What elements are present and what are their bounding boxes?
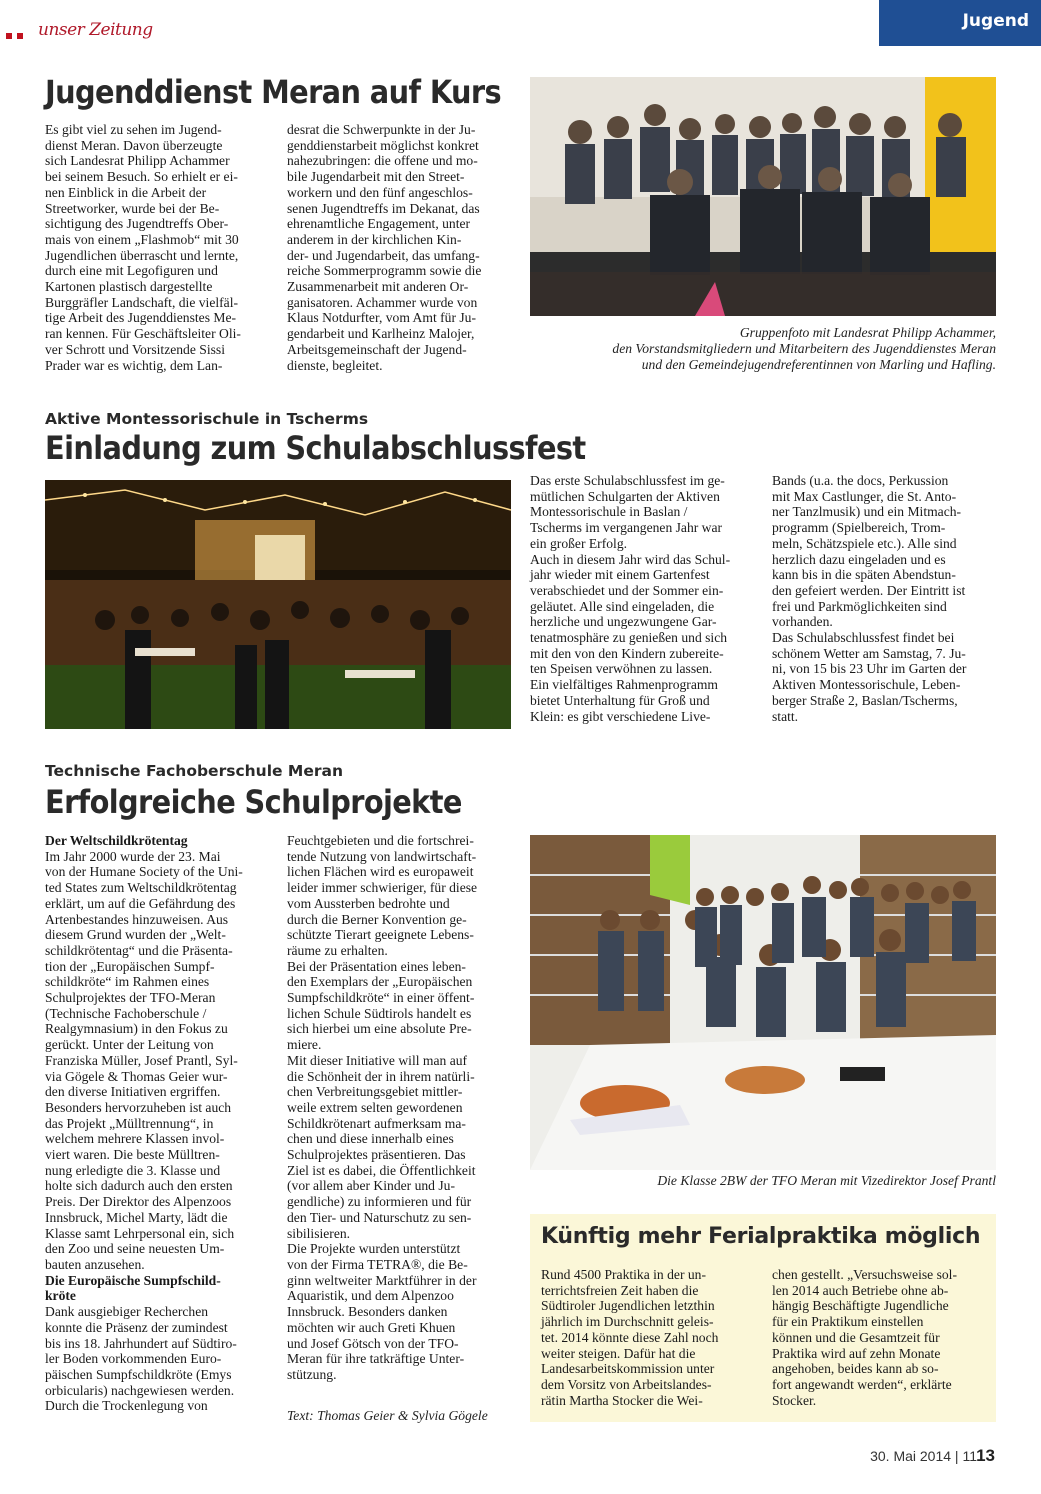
text-line: welchem mehrere Klassen invol- [45,1131,225,1147]
article3-credit: Text: Thomas Geier & Sylvia Gögele [287,1408,488,1423]
text-line: den Zoo und seine neuesten Um- [45,1241,225,1257]
text-line: ner Tanzlmusik) und ein Mitmach- [772,504,962,520]
text-line: Besonders hervorzuheben ist auch [45,1099,232,1115]
text-line: ni, von 15 bis 23 Uhr im Garten der [772,661,967,677]
text-line: ganisatoren. Achammer wurde von [287,294,478,310]
text-line: mais von einem „Flashmob“ mit 30 [45,231,239,247]
text-line: Praktika wird auf zehn Monate [772,1345,941,1361]
text-line: sich hierbei um eine absolute Pre- [287,1021,472,1037]
text-line: für ein Praktikum einstellen [772,1314,924,1330]
text-line: mit den von den Kindern zubereite- [530,645,724,661]
text-line: tige Arbeit des Jugenddienstes Me- [45,310,237,326]
text-line: geläutet. Alle sind eingeladen, die [530,598,715,614]
text-line: Ziel ist es dabei, die Öffentlichkeit [287,1162,476,1178]
text-line: ted States zum Weltschildkrötentag [45,880,237,896]
text-line: Das erste Schulabschlussfest im ge- [530,473,725,488]
text-line: bile Jugendarbeit mit den Street- [287,169,465,185]
text-line: rätin Martha Stocker die Wei- [541,1392,703,1408]
text-line: sichtigung des Jugendtreffs Ober- [45,216,229,232]
text-line: meln, Schätzspiele etc.). Alle sind [772,535,957,551]
text-line: vorhanden. [772,614,833,630]
text-line: Jugendlichen überrascht und lernte, [45,247,239,263]
text-line: dem Vorsitz von Arbeitslandes- [541,1376,712,1392]
text-line: tet. 2014 könnte diese Zahl noch [541,1329,719,1345]
text-line: tion der „Europäischen Sumpf- [45,958,215,974]
text-line: Stocker. [772,1392,817,1408]
text-line: Sumpfschildkröte“ in einer öffent- [287,990,475,1006]
text-line: orbicularis) nachgewiesen werden. [45,1382,235,1398]
text-line: räume zu erhalten. [287,942,388,958]
text-line: Prader war es wichtig, dem Lan- [45,357,223,373]
text-line: Schulprojektes präsentieren. Das [287,1147,466,1163]
text-line: Kartonen plastisch dargestellte [45,279,213,295]
text-line: (vor allem aber Kinder und Ju- [287,1178,455,1194]
text-line: bis ins 18. Jahrhundert auf Südtiro- [45,1335,237,1351]
text-line: berger Straße 2, Baslan/Tscherms, [772,692,958,708]
text-line: Innsbruck. Besonders danken [287,1304,448,1320]
text-line: Die Projekte wurden unterstützt [287,1241,461,1257]
article1-col1 [45,122,269,373]
article3-kicker: Technische Fachoberschule Meran [45,762,343,780]
text-line: nung erledigte die 3. Klasse und [45,1162,221,1178]
info-box-col2 [772,1267,986,1408]
text-line: mütlichen Schulgarten der Aktiven [530,488,720,504]
text-line: angehoben, beides kann ab so- [772,1361,939,1377]
text-line: viert waren. Die beste Mülltren- [45,1147,220,1163]
text-line: Montessorischule in Baslan / [530,504,688,520]
text-line: Ein vielfältiges Rahmenprogramm [530,677,718,693]
text-line: Bei der Präsentation eines leben- [287,958,466,974]
text-line: Innsbruck, Michel Marty, lädt die [45,1209,228,1225]
text-line: Dank ausgiebiger Recherchen [45,1304,209,1320]
text-line: gerückt. Unter der Leitung von [45,1037,214,1053]
text-line: ler Boden vorkommenden Euro- [45,1351,222,1367]
text-line: Klein: es gibt verschiedene Live- [530,708,711,724]
text-line: mit Max Castlunger, die St. Anto- [772,488,957,504]
text-line: weiter steigen. Dafür hat die [541,1345,696,1361]
text-line: jahr wieder mit einem Gartenfest [530,567,710,583]
text-line: Schildkrötenart aufmerksam ma- [287,1115,466,1131]
text-line: den gefeiert werden. Der Eintritt ist [772,582,966,598]
text-line: diesem Grund wurden der „Welt- [45,927,226,943]
text-line: der- und Jugendarbeit, das umfang- [287,247,480,263]
text-line: von der Firma TETRA®, die Be- [287,1256,468,1272]
text-line: den diverse Initiativen ergriffen. [45,1084,221,1100]
text-line: durch die Berner Konvention ge- [287,911,467,927]
text-line: ran kennen. Für Geschäftsleiter Oli- [45,326,241,342]
masthead-logo: unser Zeitung [38,20,153,40]
footer-date: 30. Mai 2014 | 11 [870,1448,977,1464]
text-line: und den Gemeindejugendreferentinnen von Marling und Hafling. [641,357,996,372]
text-line: die Schönheit der in ihrem natürli- [287,1068,475,1084]
text-line: vom Aussterben bedrohte und [287,895,450,911]
text-line: schönem Wetter am Samstag, 7. Ju- [772,645,966,661]
text-line: lichen Flächen wird es europaweit [287,864,474,880]
text-line: Meran für ihre tatkräftige Unter- [287,1351,465,1367]
section-tab: Jugend [879,0,1041,46]
text-line: Gruppenfoto mit Landesrat Philipp Achammer, [739,325,996,340]
text-line: Im Jahr 2000 wurde der 23. Mai [45,848,221,864]
text-line: weile extrem selten gewordenen [287,1099,463,1115]
text-line: dienst Meran. Davon überzeugte [45,137,223,153]
text-line: Es gibt viel zu sehen im Jugend- [45,122,222,137]
text-line: und Josef Götsch von der TFO- [287,1335,459,1351]
text-line: frei und Parkmöglichkeiten sind [772,598,947,614]
subheading-line: kröte [45,1288,76,1304]
article1-title: Jugenddienst Meran auf Kurs [45,73,502,111]
text-line: den Vorstandsmitgliedern und Mitarbeitern des Jugenddienstes Meran [612,341,996,356]
text-line: durch eine mit Legofiguren und [45,263,218,279]
text-line: das Projekt „Mülltrennung“, in [45,1115,214,1131]
text-line: Das Schulabschlussfest findet bei [772,630,955,646]
text-line: Landesarbeitskommission unter [541,1361,715,1377]
text-line: fort angewandt werden“, erklärte [772,1376,952,1392]
subheading-line: Die Europäische Sumpfschild- [45,1272,221,1288]
text-line: nen Einblick in die Arbeit der [45,184,207,200]
text-line: Realgymnasium) in den Fokus zu [45,1021,228,1037]
text-line: len 2014 auch Betriebe ohne ab- [772,1282,949,1298]
text-line: sibilisieren. [287,1225,351,1241]
text-line: chen gestellt. „Versuchsweise sol- [772,1267,957,1282]
text-line: lichen Schule Südtirols handelt es [287,1005,472,1021]
text-line: schildkröte“ im Rahmen eines [45,974,210,990]
text-line: Preis. Der Direktor des Alpenzoos [45,1194,232,1210]
text-line: ginn weltweiter Marktführer in der [287,1272,477,1288]
text-line: Durch die Trockenlegung von [45,1398,208,1414]
text-line: reiche Sommerprogramm sowie die [287,263,482,279]
text-line: terrichtsfreien Zeit haben die [541,1282,699,1298]
text-line: herzliche und ungezwungene Gar- [530,614,717,630]
article3-caption: Die Klasse 2BW der TFO Meran mit Vizedirektor Josef Prantl [657,1173,996,1188]
article2-col2 [772,473,996,724]
text-line: Mit dieser Initiative will man auf [287,1052,468,1068]
text-line: den Tier- und Naturschutz zu sen- [287,1209,472,1225]
text-line: Zusammenarbeit mit anderen Or- [287,279,469,295]
text-line: herzlich dazu eingeladen und es [772,551,946,567]
text-line: programm (Spielbereich, Trom- [772,520,946,536]
text-line: bei seinem Besuch. So erhielt er ei- [45,169,238,185]
text-line: bauten anzusehen. [45,1256,145,1272]
text-line: päischen Sumpfschildkröte (Emys [45,1366,232,1382]
text-line: chen Verbreitungsgebiet mittler- [287,1084,463,1100]
text-line: ein großer Erfolg. [530,535,628,551]
info-box-col1 [541,1267,755,1408]
garden-party-photo [45,480,511,729]
article2-title: Einladung zum Schulabschlussfest [45,429,586,467]
text-line: schützte Tierart geeignete Lebens- [287,927,474,943]
text-line: miere. [287,1037,322,1053]
text-line: chen und diese innerhalb eines [287,1131,454,1147]
info-box-title: Künftig mehr Ferialpraktika möglich [541,1224,981,1249]
text-line: dienste, begleitet. [287,357,383,373]
text-line: ver Schrott und Vorsitzende Sissi [45,341,225,357]
text-line: stützung. [287,1366,337,1382]
text-line: Klaus Notdurfter, vom Amt für Ju- [287,310,476,326]
text-line: sich Landesrat Philipp Achammer [45,153,230,169]
text-line: konnte die Präsenz der zumindest [45,1319,228,1335]
text-line: (Technische Fachoberschule / [45,1005,207,1021]
text-line: möchten wir auch Greti Khuen [287,1319,456,1335]
text-line: ten Speisen verwöhnen zu lassen. [530,661,713,677]
text-line: Rund 4500 Praktika in der un- [541,1267,706,1282]
article3-title: Erfolgreiche Schulprojekte [45,783,462,821]
article3-col2 [287,833,511,1383]
text-line: den Exemplars der „Europäischen [287,974,473,990]
text-line: Bands (u.a. the docs, Perkussion [772,473,949,488]
text-line: Aktiven Montessorischule, Leben- [772,677,961,693]
text-line: Streetworker, wurde bei der Be- [45,200,220,216]
text-line: Burggräfler Landschaft, die vielfäl- [45,294,239,310]
article1-col2 [287,122,511,373]
text-line: gendliche) zu informieren und für [287,1194,472,1210]
text-line: Franziska Müller, Josef Prantl, Syl- [45,1052,238,1068]
article3-col1 [45,833,269,1414]
text-line: Klasse samt Lehrpersonal ein, sich [45,1225,235,1241]
text-line: desrat die Schwerpunkte in der Ju- [287,122,476,137]
text-line: senen Jugendtreffs im Dekanat, das [287,200,480,216]
text-line: via Gögele & Thomas Geier wur- [45,1068,228,1084]
text-line: anderem in der kirchlichen Kin- [287,231,462,247]
article1-caption [530,325,996,373]
text-line: statt. [772,708,799,724]
page-number: 13 [976,1446,995,1465]
text-line: können und die Gesamtzeit für [772,1329,940,1345]
text-line: Südtiroler Jugendlichen letzthin [541,1298,715,1314]
text-line: genddienstarbeit möglichst konkret [287,137,479,153]
text-line: Artenbestandes hinzuweisen. Aus [45,911,229,927]
text-line: Auch in diesem Jahr wird das Schul- [530,551,731,567]
text-line: gendarbeit und Karlheinz Malojer, [287,326,475,342]
text-line: Arbeitsgemeinschaft der Jugend- [287,341,467,357]
text-line: tenatmosphäre zu genießen und sich [530,630,728,646]
article2-col1 [530,473,754,724]
text-line: von der Humane Society of the Uni- [45,864,243,880]
text-line: nahezubringen: die offene und mo- [287,153,478,169]
text-line: Aquaristik, und dem Alpenzoo [287,1288,454,1304]
text-line: workern und den fünf angeschlos- [287,184,473,200]
text-line: holte sich dadurch auch den ersten [45,1178,233,1194]
text-line: Schulprojektes der TFO-Meran [45,990,216,1006]
text-line: bietet Unterhaltung für Groß und [530,692,710,708]
text-line: schildkrötentag“ und die Präsenta- [45,942,233,958]
masthead-dots [6,26,28,34]
group-photo [530,77,996,316]
text-line: tende Nutzung von landwirtschaft- [287,848,477,864]
text-line: jährlich im Durchschnitt geleis- [541,1314,714,1330]
text-line: Tscherms im vergangenen Jahr war [530,520,723,536]
text-line: verabschiedet und der Sommer ein- [530,582,724,598]
text-line: erklärt, um auf die Gefährdung des [45,895,236,911]
class-photo [530,835,996,1170]
text-line: kann bis in die späten Abendstun- [772,567,956,583]
text-line: leider immer schwieriger, für diese [287,880,478,896]
text-line: Feuchtgebieten und die fortschrei- [287,833,474,848]
text-line: hängig Beschäftigte Jugendliche [772,1298,949,1314]
article2-kicker: Aktive Montessorischule in Tscherms [45,410,369,428]
text-line: ehrenamtliche Engagement, unter [287,216,471,232]
subheading-line: Der Weltschildkrötentag [45,833,188,848]
